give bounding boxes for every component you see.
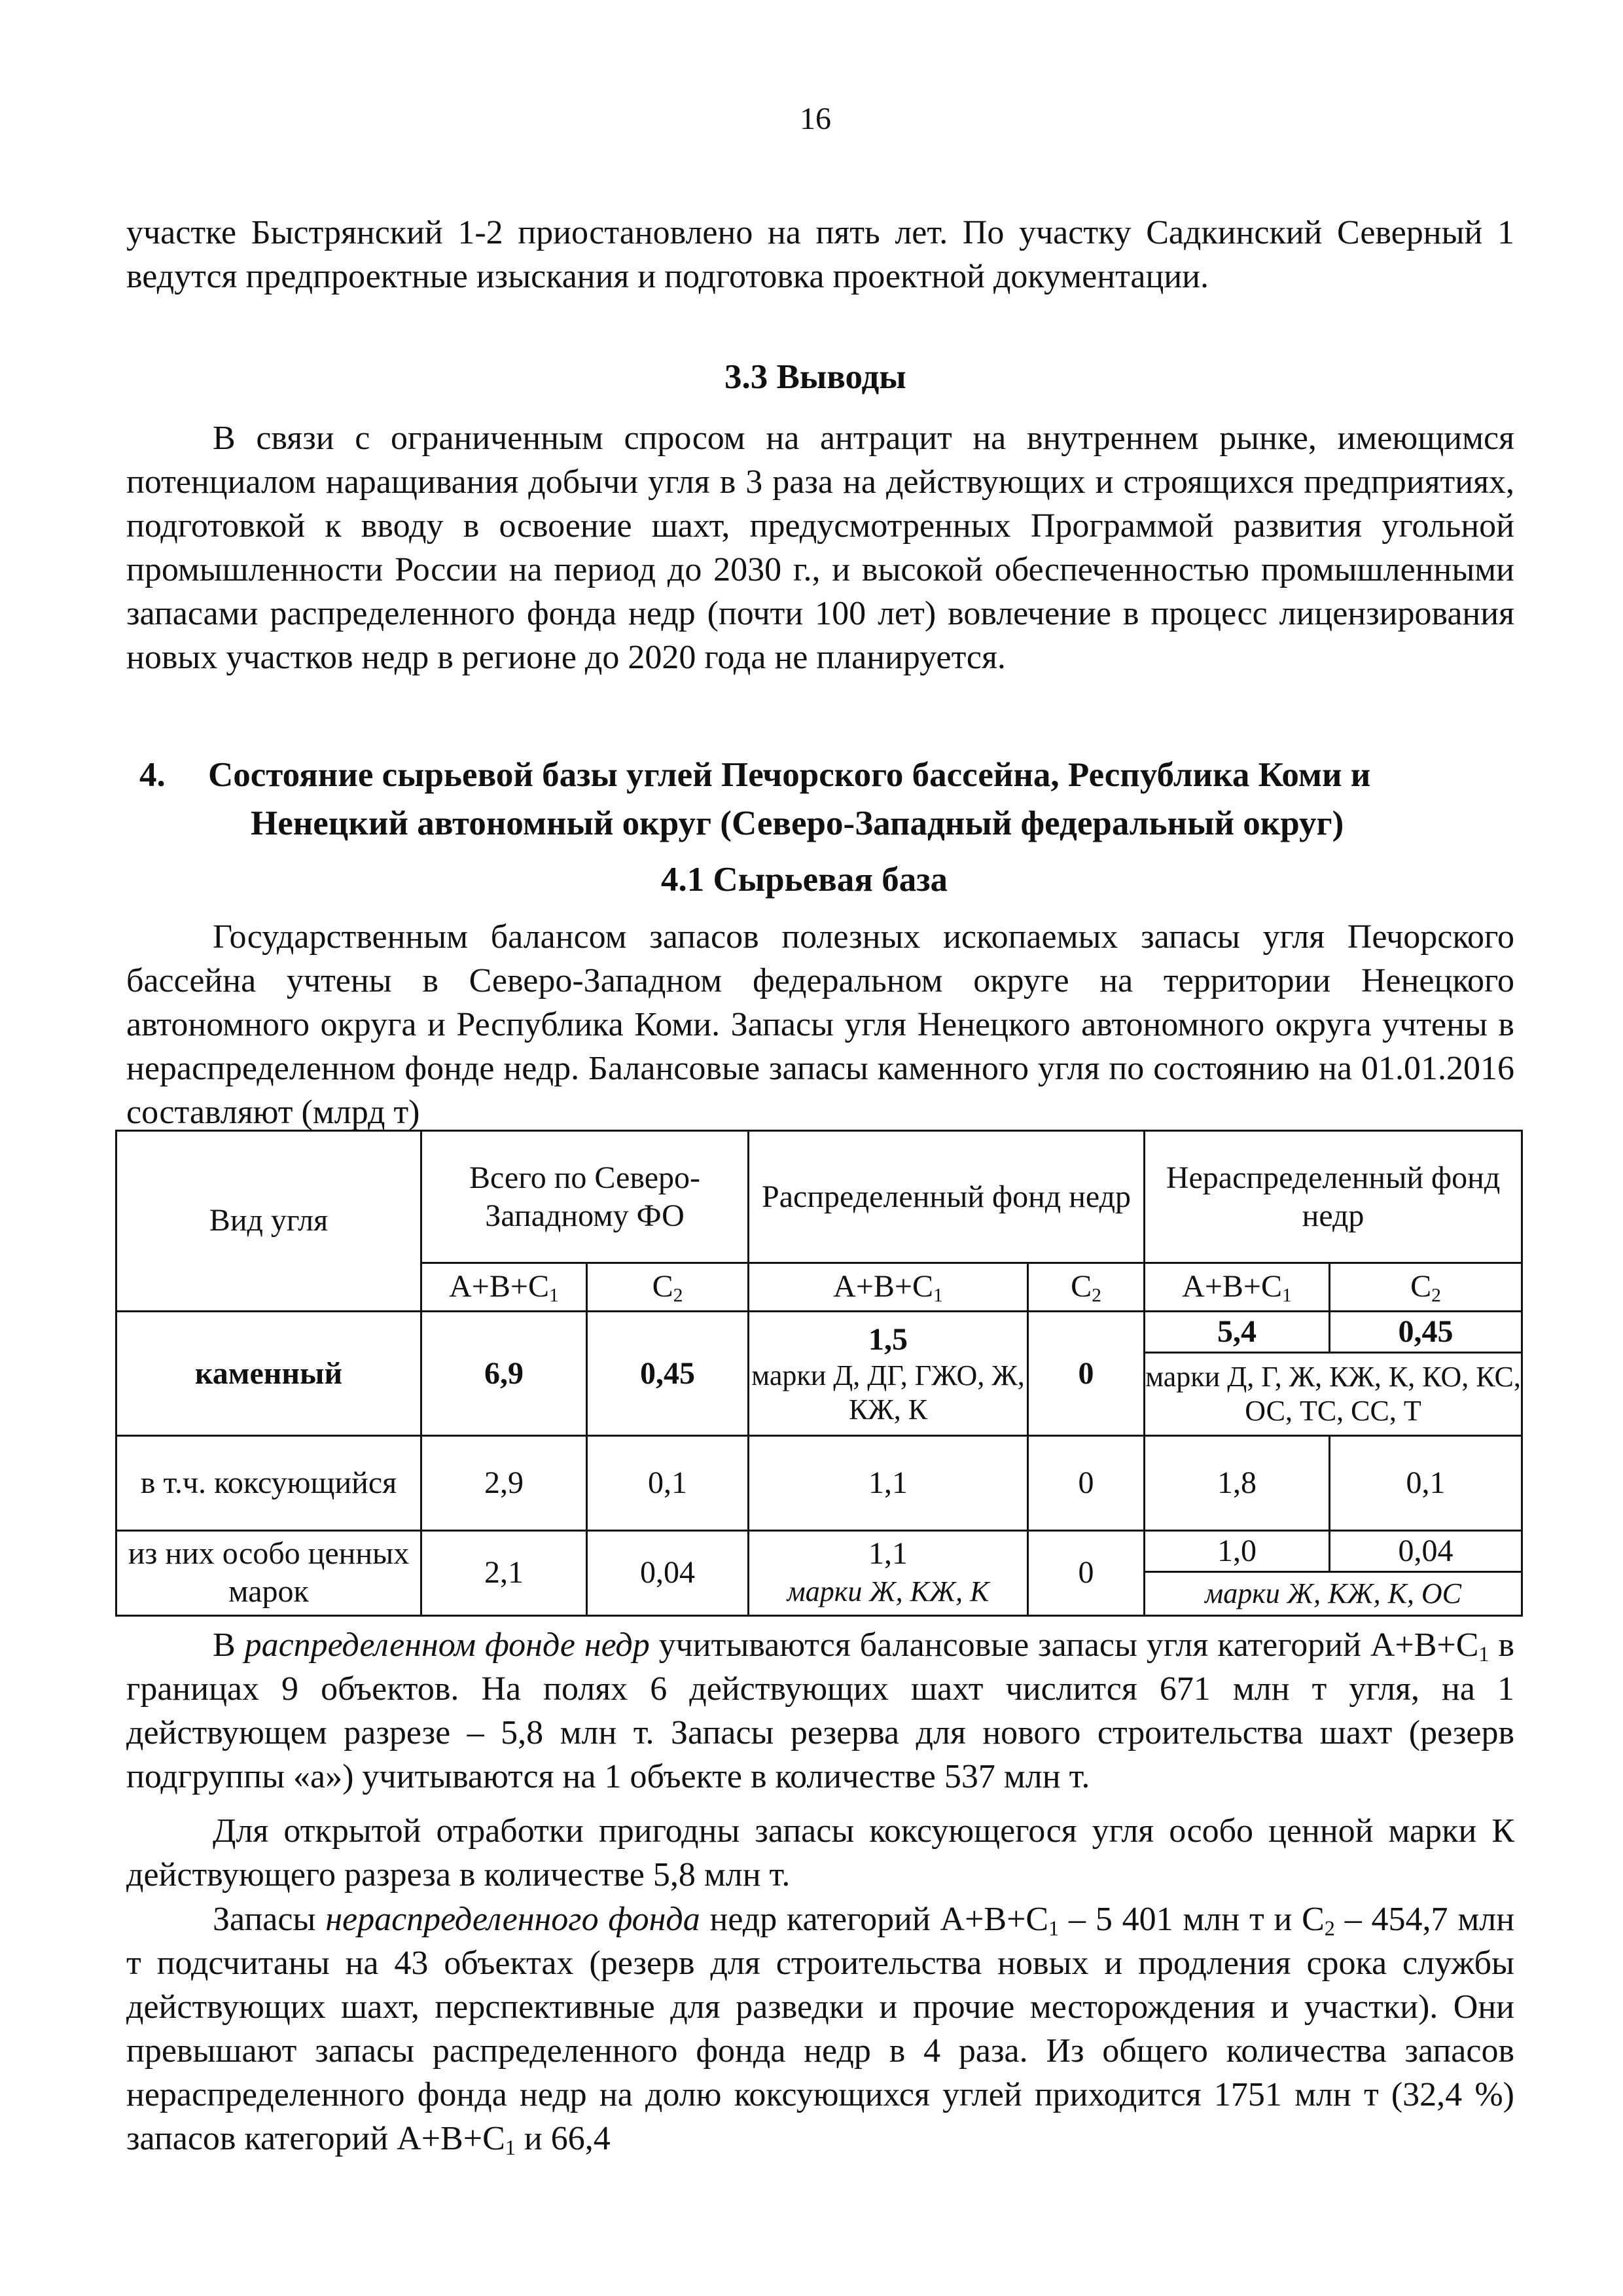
row-coking-total-c2: 0,1: [587, 1436, 749, 1530]
table-row: [116, 1530, 1522, 1572]
section-4-title-line-2: Ненецкий автономный округ (Северо-Западный федеральный округ): [251, 804, 1344, 842]
header-undistributed-fund: Нераспределенный фонд недр: [1145, 1131, 1522, 1263]
paragraph-1: участке Быстрянский 1-2 приостановлено на пять лет. По участку Садкинский Северный 1 ведутся предпроектные изыскания и подготовка проектной документации.: [126, 214, 1514, 295]
subheader-total-c2: $С_2$: [587, 1263, 749, 1311]
paragraph-2: В связи с ограниченным спросом на антрацит на внутреннем рынке, имеющимся потенциалом наращивания добычи угля в 3 раза на действующих и строящихся предприятиях, подготовкой к вводу в освоение шахт, предусмотренных Программой развития угольной промышленности России на период до 2030 г., и высокой обеспеченностью промышленными запасами распределенного фонда недр (почти 100 лет) вовлечение в процесс лицензирования новых участков недр в регионе до 2020 года не планируется.: [126, 420, 1514, 676]
row-coking-label: в т.ч. коксующийся: [116, 1436, 421, 1530]
row-valuable-dist-c2: 0: [1028, 1530, 1145, 1616]
table-row: [116, 1311, 1522, 1353]
row-valuable-dist-abc: [749, 1530, 1028, 1616]
row-coking-total-abc: 2,9: [421, 1436, 587, 1530]
reserves-table: [115, 1130, 1523, 1617]
table-header-row: [116, 1131, 1522, 1263]
row-valuable-dist-abc-value: 1,1: [868, 1536, 908, 1571]
row-valuable-total-c2: 0,04: [587, 1530, 749, 1616]
header-coal-type: Вид угля: [116, 1131, 421, 1312]
section-4-number: 4.: [139, 756, 166, 794]
paragraph-6: Запасы нераспределенного фонда недр категорий $А+В+С_1 - 5$ 401 млн т и $С_2 - 454,7$ млн т подсчитаны на 43 объектах (резерв для строительства новых и продления срока службы действующих шахт, перспективные для разведки и прочие месторождения и участки). Они превышают запасы распределенного фонда недр в 4 раза. Из общего количества запасов нераспределенного фонда недр на долю коксующихся углей приходится 1751 млн т (32,4 %) запасов категорий $А+В+С_1$ и 66,4: [126, 1901, 1515, 2160]
paragraph-5: Для открытой отработки пригодны запасы коксующегося угля особо ценной марки К действующего разреза в количестве 5,8 млн т.: [126, 1812, 1514, 1893]
row-hard-dist-c2: 0: [1028, 1311, 1145, 1436]
subheader-dist-abc: $А+В+С_1$: [749, 1263, 1028, 1311]
page-number: 16: [800, 101, 831, 136]
header-total-nwfd: Всего по Северо-Западному ФО: [421, 1131, 749, 1263]
heading-4-1: 4.1 Сырьевая база: [661, 861, 948, 899]
row-hard-undist-c2: 0,45: [1330, 1311, 1522, 1353]
row-hard-dist-abc: [749, 1311, 1028, 1436]
header-distributed-fund: Распределенный фонд недр: [749, 1131, 1145, 1263]
row-valuable-dist-grades: марки Ж, КЖ, К: [787, 1575, 990, 1608]
heading-3-3: 3.3 Выводы: [724, 358, 906, 396]
row-valuable-undist-grades: марки Ж, КЖ, К, ОС: [1145, 1572, 1522, 1616]
row-valuable-total-abc: 2,1: [421, 1530, 587, 1616]
row-hard-dist-abc-value: 1,5: [868, 1321, 908, 1357]
row-hard-dist-grades: марки Д, ДГ, ГЖО, Ж, КЖ, К: [751, 1359, 1025, 1426]
row-coking-undist-c2: 0,1: [1330, 1436, 1522, 1530]
row-valuable-undist-abc: 1,0: [1145, 1530, 1330, 1572]
row-hard-label: каменный: [116, 1311, 421, 1436]
row-hard-undist-grades: марки Д, Г, Ж, КЖ, К, КО, КС, ОС, ТС, СС, Т: [1145, 1353, 1522, 1436]
subheader-total-abc: $А+В+С_1$: [421, 1263, 587, 1311]
row-hard-undist-abc: 5,4: [1145, 1311, 1330, 1353]
subheader-dist-c2: $С_2$: [1028, 1263, 1145, 1311]
subheader-undist-c2: $С_2$: [1330, 1263, 1522, 1311]
row-hard-total-c2: 0,45: [587, 1311, 749, 1436]
row-coking-dist-c2: 0: [1028, 1436, 1145, 1530]
row-valuable-label: из них особо ценных марок: [116, 1530, 421, 1616]
section-4-title-line-1: Состояние сырьевой базы углей Печорского бассейна, Республика Коми и: [208, 756, 1371, 794]
row-coking-dist-abc: 1,1: [749, 1436, 1028, 1530]
paragraph-3: Государственным балансом запасов полезных ископаемых запасы угля Печорского бассейна учтены в Северо-Западном федеральном округе на территории Ненецкого автономного округа и Республика Коми. Запасы угля Ненецкого автономного округа учтены в нераспределенном фонде недр. Балансовые запасы каменного угля по состоянию на 01.01.2016 составляют (млрд т): [126, 918, 1514, 1131]
row-valuable-undist-c2: 0,04: [1330, 1530, 1522, 1572]
paragraph-4: В распределенном фонде недр учитываются балансовые запасы угля категорий $А+В+С_1$ в границах 9 объектов. На полях 6 действующих шахт числится 671 млн т угля, на 1 действующем разрезе – 5,8 млн т. Запасы резерва для нового строительства шахт (резерв подгруппы «а») учитываются на 1 объекте в количестве 537 млн т.: [126, 1626, 1514, 1795]
row-coking-undist-abc: 1,8: [1145, 1436, 1330, 1530]
table-row: [116, 1436, 1522, 1530]
row-hard-total-abc: 6,9: [421, 1311, 587, 1436]
subheader-undist-abc: $А+В+С_1$: [1145, 1263, 1330, 1311]
